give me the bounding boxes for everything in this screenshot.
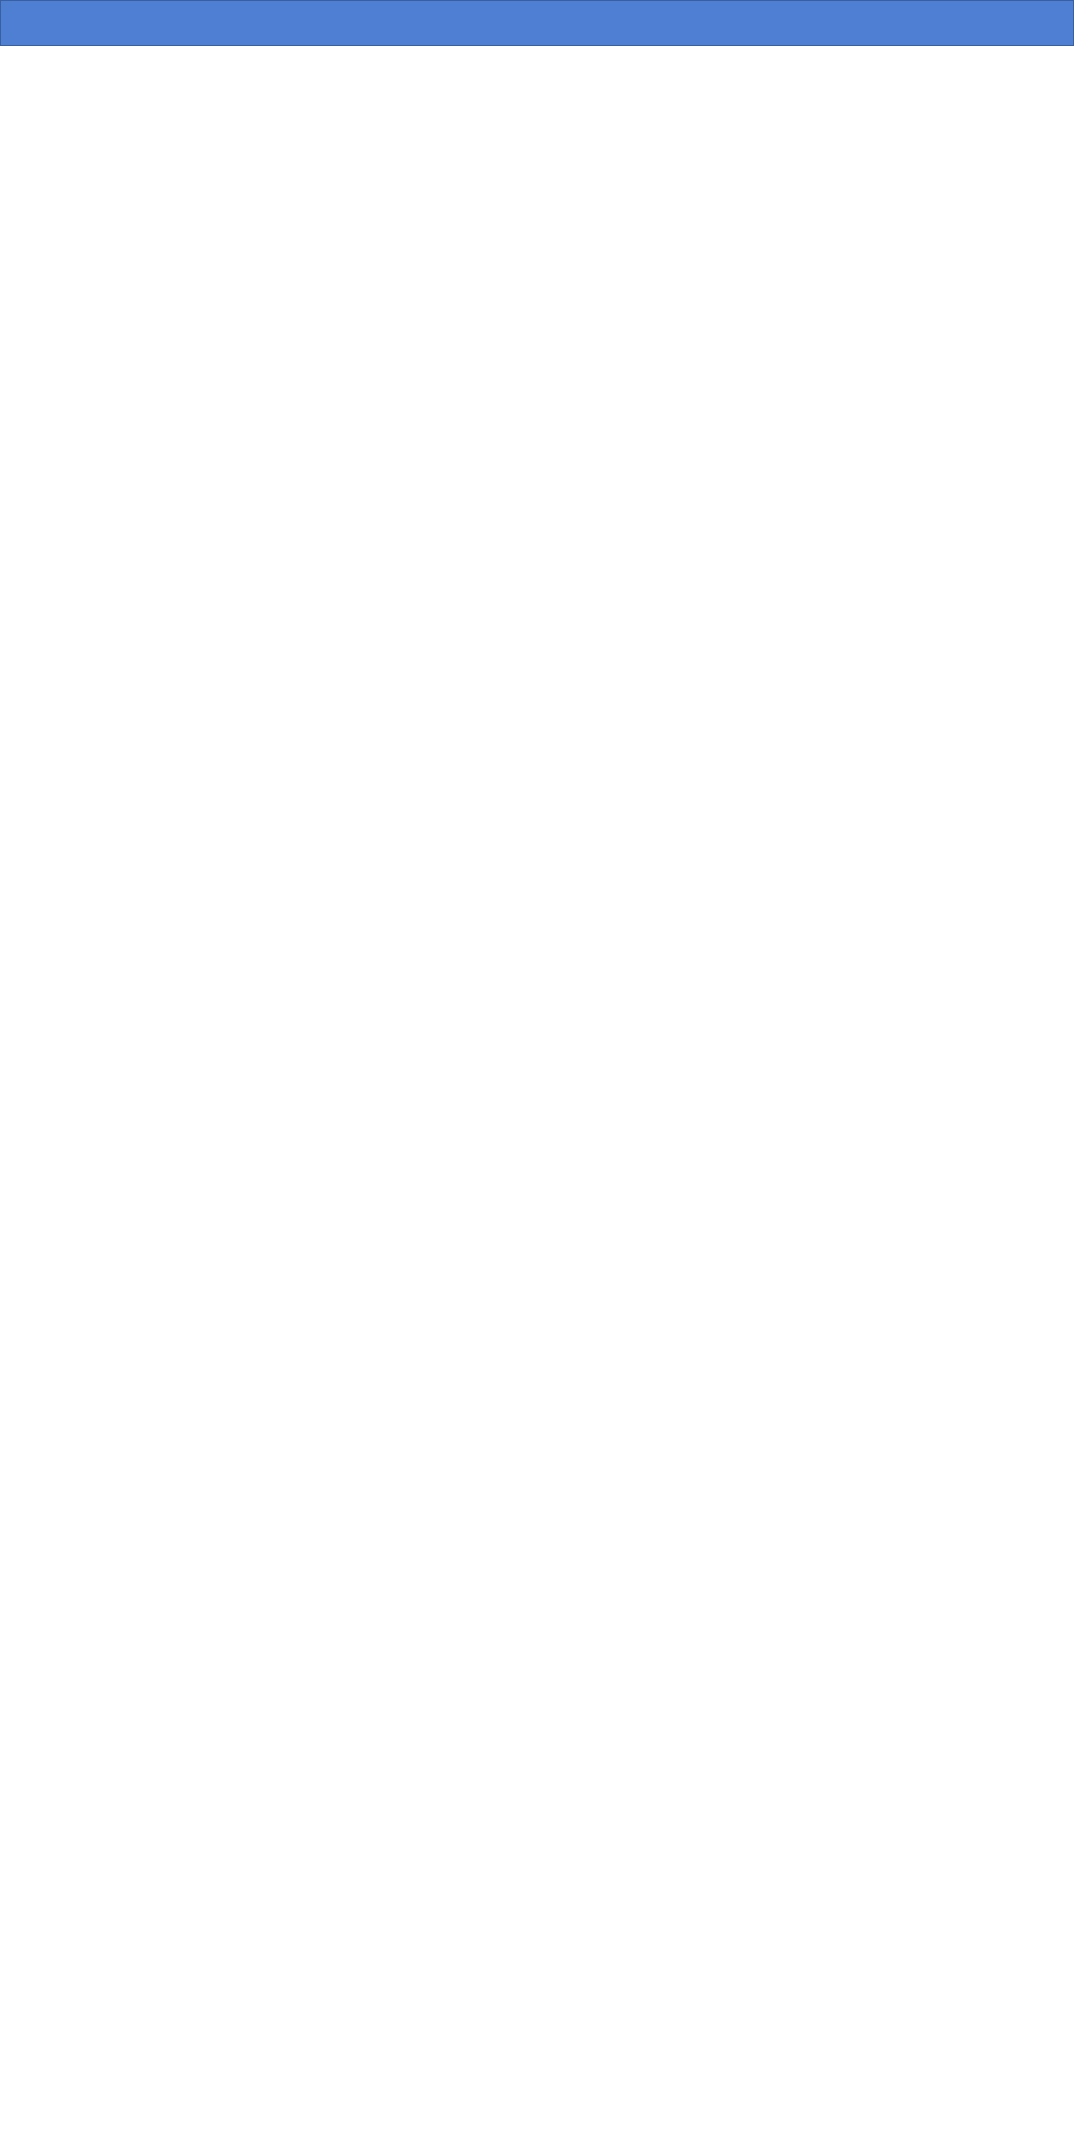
table-title	[0, 0, 1074, 46]
